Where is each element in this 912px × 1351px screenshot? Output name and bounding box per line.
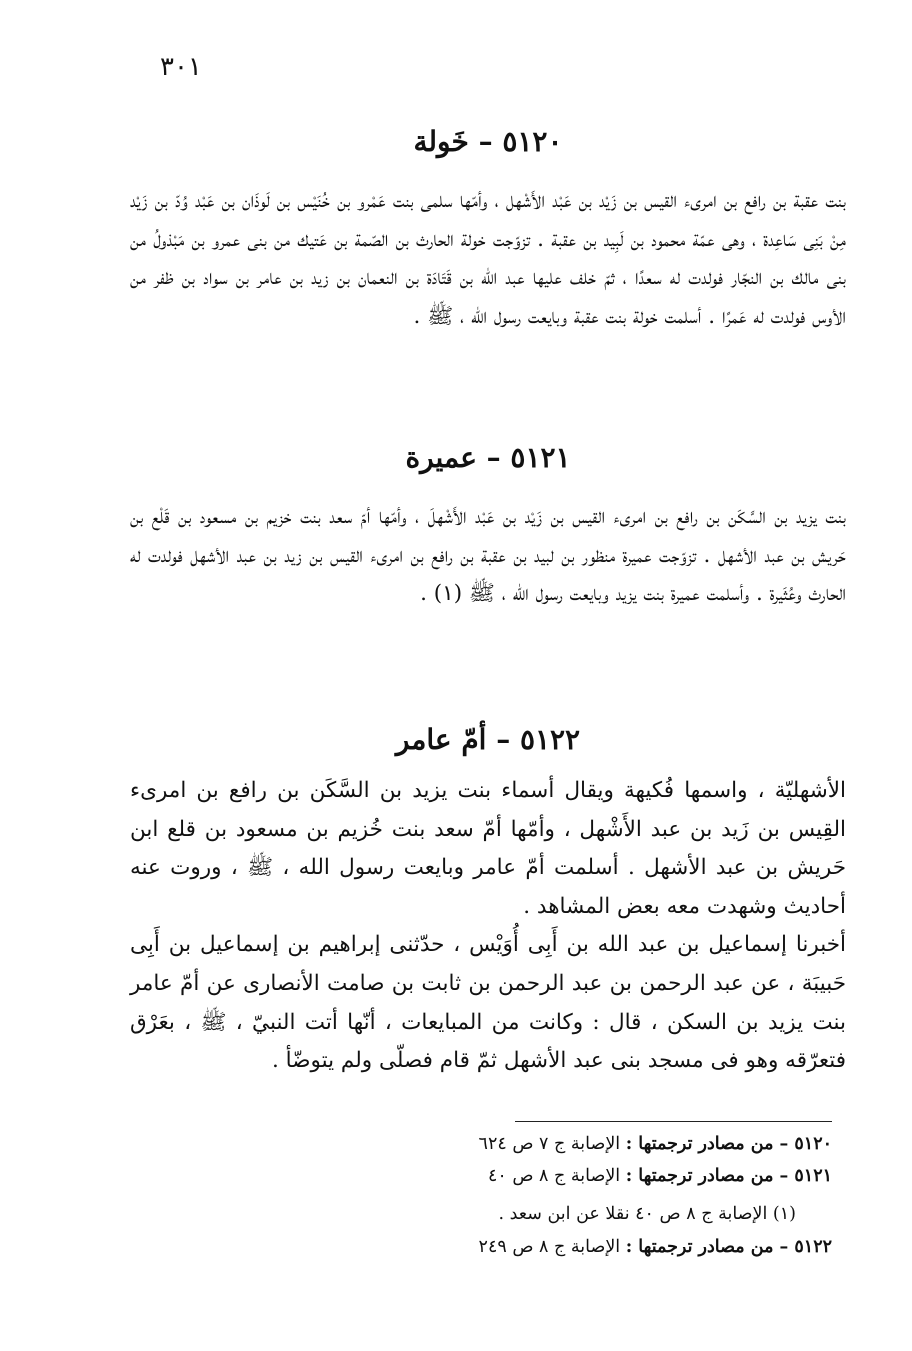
footnote-text: الإصابة ج ٧ ص ٦٢٤: [478, 1134, 621, 1154]
entry-text-5122-hadith: أخبرنا إسماعيل بن عبد الله بن أَبِى أُوَيْس ، حدّثنى إبراهيم بن إسماعيل بن أَبِى حَبيبَة ، عن عبد الرحمن بن عبد الرحمن بن ثابت بن صامت الأنصارى عن أمّ عامر بنت يزيد بن السكن ، قال : وكانت من المبايعات ، أنّها أتت النبيّ ، ﷺ ، بعَرْق فتعرّقه وهو فى مسجد بنى عبد الأشهل ثمّ قام فصلّى ولم يتوضّأ .: [130, 932, 846, 1074]
footnote-text: الإصابة ج ٨ ص ٢٤٩: [478, 1237, 621, 1257]
entry-title-5121: ٥١٢١ – عميرة: [405, 441, 571, 474]
footnote-label: ٥١٢٠ – من مصادر ترجمتها :: [625, 1134, 832, 1154]
entry-body-5121: [130, 498, 846, 614]
entry-text-5122: الأشهليّة ، واسمها فُكيهة ويقال أسماء بنت يزيد بن السَّكَن بن رافع بن امرىء القِيس بن زَيد بن عبد الأَشْهل ، وأمّها أمّ سعد بنت خُزيم بن مسعود بن قلع ابن حَريش بن عبد الأشهل . أسلمت أمّ عامر وبايعت رسول الله ، ﷺ ، وروت عنه أحاديث وشهدت معه بعض المشاهد .: [130, 778, 846, 919]
footnote-5122: [300, 1236, 832, 1258]
footnote-text: (١) الإصابة ج ٨ ص ٤٠ نقلا عن ابن سعد .: [498, 1204, 796, 1224]
footnote-separator: [515, 1121, 832, 1122]
footnote-5121: [300, 1165, 832, 1187]
footnote-text: الإصابة ج ٨ ص ٤٠: [487, 1166, 621, 1186]
footnote-ref-1: [300, 1203, 832, 1225]
entry-title-5122: ٥١٢٢ – أمّ عامر: [395, 723, 581, 756]
footnote-label: ٥١٢١ – من مصادر ترجمتها :: [625, 1166, 832, 1186]
entry-body-5120: [130, 182, 846, 336]
entry-text-5120: بنت عقبة بن رافع بن امرىء القيس بن زَيْد بن عَبْد الأَشْهل ، وأمّها سلمى بنت عَمْرو بن خُنَيْس بن لَوذَان بن عَبْد وُدّ بن زَيْد مِنْ بَنِى سَاعِدة ، وهى عمّة محمود بن لَبِيد بن عقبة . تزوّجت خولة الحارث بن الصّمة بن عَتيك من بنى عمرو بن مَبْذولُ من بنى مالك بن النجّار فولدت له سعدًا ، ثمّ خلف عليها عبد الله بن قَتَادَة بن النعمان بن زيد بن عامر بن سواد بن ظفر من الأوس فولدت له عَمرًا . أسلمت خولة بنت عقبة وبايعت رسول الله ، ﷺ .: [130, 188, 846, 329]
footnote-5120: [300, 1133, 832, 1155]
footnote-label: ٥١٢٢ – من مصادر ترجمتها :: [625, 1237, 832, 1257]
entry-body-5122: [130, 772, 846, 1081]
entry-title-5120: ٥١٢٠ – خَولة: [413, 125, 563, 158]
page-number: ٣٠١: [160, 52, 202, 82]
entry-text-5121: بنت يزيد بن السَّكَن بن رافع بن امرىء القيس بن زَيْد بن عَبْد الأَشْهلَ ، وأمّها أمّ سعد بنت خزيم بن مسعود بن قَلْع بن حَريش بن عبد الأشهل . تزوّجت عميرة منظور بن لبيد بن عقبة بن رافع بن امرىء القيس بن زيد بن عبد الأشهل فولدت له الحارث وعُثَيرة . وأسلمت عميرة بنت يزيد وبايعت رسول الله ، ﷺ (١) .: [130, 504, 846, 607]
